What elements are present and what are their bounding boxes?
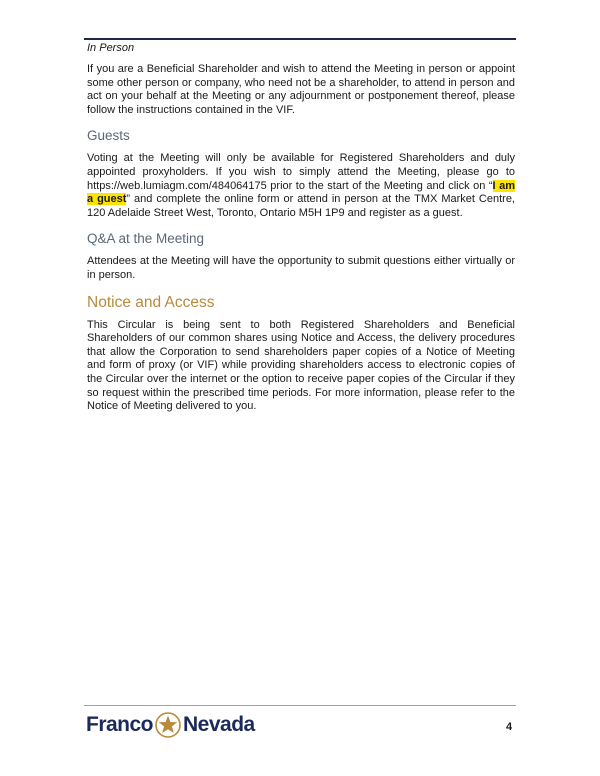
logo-word-franco: Franco	[86, 713, 154, 736]
guests-text-after: ” and complete the online form or attend in person at the TMX Market Centre, 120 Adelaide Street West, Toronto, Ontario M5H 1P9 and register as a guest.	[87, 193, 515, 219]
logo-word-nevada: Nevada	[183, 713, 255, 736]
qa-paragraph: Attendees at the Meeting will have the opportunity to submit questions either virtually or in person.	[87, 255, 515, 281]
guests-paragraph	[87, 152, 515, 220]
franco-nevada-logo	[86, 712, 255, 738]
qa-heading: Q&A at the Meeting	[87, 231, 205, 247]
notice-heading: Notice and Access	[87, 293, 215, 311]
guest-highlight: I am a guest	[87, 179, 515, 206]
document-body	[87, 41, 515, 414]
page-number: 4	[506, 721, 513, 733]
in-person-paragraph: If you are a Beneficial Shareholder and wish to attend the Meeting in person or appoint some other person or company, who need not be a shareholder, to attend in person and act on your behalf at the Meeting or any adjournment or postponement thereof, please follow the instructions contained in the VIF.	[87, 63, 515, 116]
footer-rule	[84, 705, 516, 706]
section-label-in-person: In Person	[87, 42, 135, 54]
top-rule	[84, 38, 516, 40]
notice-paragraph: This Circular is being sent to both Registered Shareholders and Beneficial Shareholders of our common shares using Notice and Access, the delivery procedures that allow the Corporation to send shareholders paper copies of a Notice of Meeting and form of proxy (or VIF) while providing shareholders access to electronic copies of the Circular over the internet or the option to receive paper copies of the Circular if they so request within the prescribed time periods. For more information, please refer to the Notice of Meeting delivered to you.	[87, 318, 515, 413]
star-icon	[155, 712, 181, 738]
guests-heading: Guests	[87, 128, 130, 144]
guests-text-before: Voting at the Meeting will only be available for Registered Shareholders and duly appointed proxyholders. If you wish to simply attend the Meeting, please go to https://web.lumiagm.com/484064175 prior to the start of the Meeting and click on “	[87, 152, 515, 192]
